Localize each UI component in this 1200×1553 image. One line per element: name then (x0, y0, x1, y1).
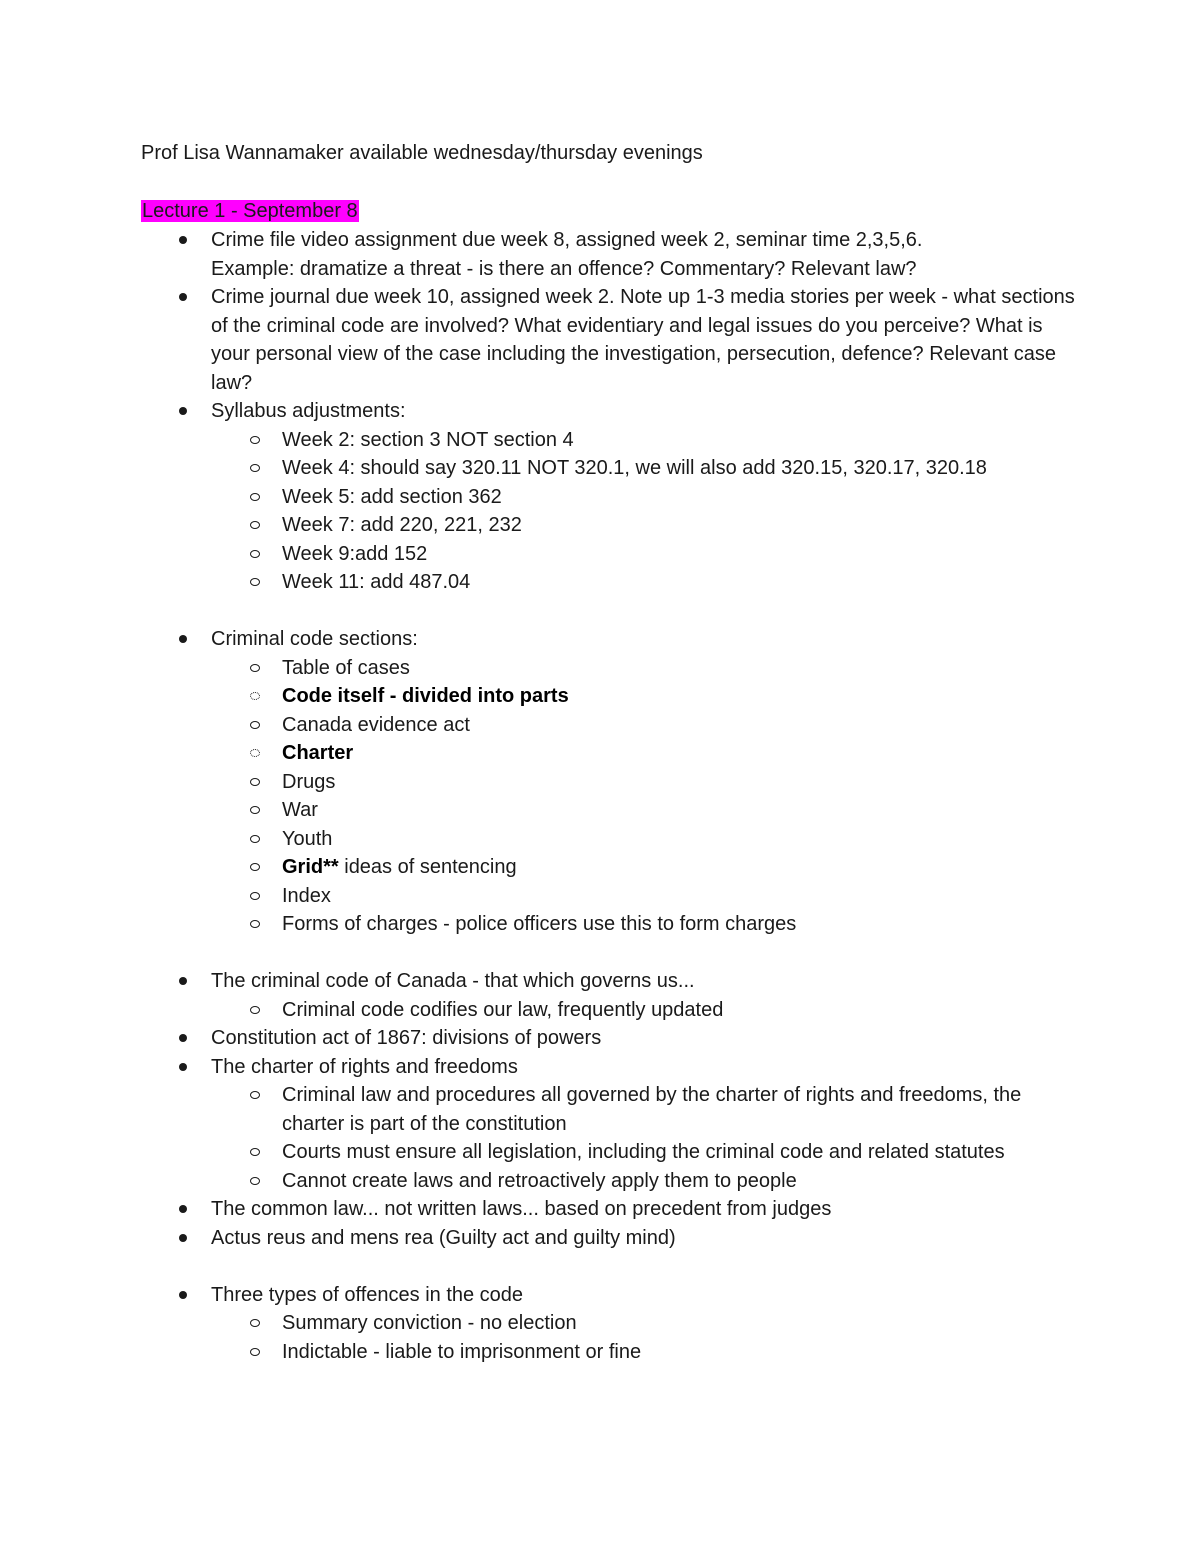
circle-bullet-icon (250, 1177, 260, 1185)
sub-item (211, 568, 1081, 597)
sub-item-text: Week 11: add 487.04 (282, 571, 471, 593)
sub-item-text: Criminal code codifies our law, frequently updated (282, 998, 724, 1021)
sub-item (211, 426, 1081, 455)
circle-bullet-icon (250, 863, 260, 871)
bullet-icon (179, 1205, 187, 1213)
circle-bullet-icon (250, 721, 260, 729)
intro-line: Prof Lisa Wannamaker available wednesday/thursday evenings (141, 142, 703, 164)
spacer (141, 597, 1081, 626)
sub-item-text: Cannot create laws and retroactively apply them to people (282, 1169, 797, 1192)
sub-item (211, 796, 1081, 825)
sub-item-text: Indictable - liable to imprisonment or fine (282, 1340, 642, 1363)
sub-item (211, 654, 1081, 683)
circle-bullet-icon (250, 521, 260, 529)
circle-bullet-icon (250, 778, 260, 786)
list-item-syllabus (141, 397, 1081, 426)
sub-item (211, 483, 1081, 512)
bullet-icon (179, 1234, 187, 1242)
circle-bullet-icon (250, 1091, 260, 1099)
syllabus-sublist (141, 426, 1081, 597)
list-item-code-sections (141, 625, 1081, 654)
list-item-crime-journal (141, 283, 1081, 397)
list-item-charter-rights (141, 1053, 1081, 1082)
sub-item (211, 1081, 1081, 1138)
sub-item (211, 1167, 1081, 1196)
dotted-circle-bullet-icon (250, 749, 260, 757)
sub-item (211, 711, 1081, 740)
sub-item-text: Week 7: add 220, 221, 232 (282, 514, 522, 536)
sub-item-text: Week 4: should say 320.11 NOT 320.1, we will also add 320.15, 320.17, 320.18 (282, 457, 987, 479)
bullet-icon (179, 1034, 187, 1042)
sub-item (211, 1338, 1081, 1367)
sub-item (211, 1309, 1081, 1338)
circle-bullet-icon (250, 578, 260, 586)
common-law-text: The common law... not written laws... based on precedent from judges (211, 1198, 832, 1220)
bullet-icon (179, 236, 187, 244)
charter-rights-label: The charter of rights and freedoms (211, 1055, 518, 1078)
crime-journal-text: Crime journal due week 10, assigned week 2. Note up 1-3 media stories per week - what sections of the criminal code are involved? What evidentiary and legal issues do you perceive? What is your personal view of the case including the investigation, persecution, defence? Relevant case law? (211, 286, 1075, 394)
list-item-crime-file (141, 226, 1081, 283)
list-item-common-law (141, 1195, 1081, 1224)
charter-rights-sublist (141, 1081, 1081, 1195)
circle-bullet-icon (250, 1006, 260, 1014)
list-item-actus-reus (141, 1224, 1081, 1253)
sub-item-text: Week 9:add 152 (282, 542, 428, 565)
law-list-continued (141, 1024, 1081, 1081)
circle-bullet-icon (250, 1148, 260, 1156)
sub-item-text: Courts must ensure all legislation, including the criminal code and related statutes (282, 1141, 1005, 1163)
dotted-circle-bullet-icon (250, 692, 260, 700)
bullet-icon (179, 635, 187, 643)
sub-item (211, 768, 1081, 797)
sub-item-text: Canada evidence act (282, 713, 470, 736)
offences-list (141, 1281, 1081, 1310)
bullet-icon (179, 293, 187, 301)
code-sections-sublist (141, 654, 1081, 939)
sub-item-text: Drugs (282, 770, 336, 793)
spacer (141, 939, 1081, 968)
bullet-icon (179, 1291, 187, 1299)
sub-item-text: Youth (282, 827, 333, 850)
sub-item (211, 739, 1081, 768)
code-sections-label: Criminal code sections: (211, 628, 418, 650)
grid-bold-text: Grid** (282, 856, 339, 878)
sub-item-text: Forms of charges - police officers use this to form charges (282, 913, 797, 935)
sub-item (211, 882, 1081, 911)
sub-item (211, 454, 1081, 483)
actus-reus-text: Actus reus and mens rea (Guilty act and guilty mind) (211, 1226, 676, 1249)
offences-label: Three types of offences in the code (211, 1283, 524, 1306)
circle-bullet-icon (250, 920, 260, 928)
circle-bullet-icon (250, 464, 260, 472)
sub-item (211, 996, 1081, 1025)
offences-sublist (141, 1309, 1081, 1366)
criminal-code-label: The criminal code of Canada - that which governs us... (211, 970, 695, 992)
sub-item (211, 910, 1081, 939)
sub-item-text: War (282, 799, 318, 821)
crime-file-line2: Example: dramatize a threat - is there an offence? Commentary? Relevant law? (211, 257, 917, 280)
circle-bullet-icon (250, 835, 260, 843)
sub-item-text: Week 5: add section 362 (282, 485, 502, 508)
document-page (141, 139, 1081, 1366)
list-item-offences (141, 1281, 1081, 1310)
circle-bullet-icon (250, 1348, 260, 1356)
spacer (141, 168, 1081, 197)
list-item-constitution (141, 1024, 1081, 1053)
lecture-heading-text: Lecture 1 - September 8 (142, 200, 358, 222)
constitution-text: Constitution act of 1867: divisions of powers (211, 1027, 602, 1049)
sub-item (211, 825, 1081, 854)
sub-item-text: Index (282, 884, 331, 907)
sub-item (211, 1138, 1081, 1167)
sub-item-text: Summary conviction - no election (282, 1312, 577, 1334)
sub-item (211, 511, 1081, 540)
circle-bullet-icon (250, 550, 260, 558)
circle-bullet-icon (250, 436, 260, 444)
sub-item-text: Week 2: section 3 NOT section 4 (282, 428, 574, 451)
bullet-icon (179, 407, 187, 415)
grid-rest-text: ideas of sentencing (338, 856, 517, 878)
code-list (141, 625, 1081, 654)
sub-item-text-bold: Code itself - divided into parts (282, 685, 569, 707)
sub-item-text: Criminal law and procedures all governed by the charter of rights and freedoms, the charter is part of the constitution (282, 1084, 1022, 1135)
syllabus-label: Syllabus adjustments: (211, 400, 406, 422)
sub-item (211, 853, 1081, 882)
main-list (141, 226, 1081, 426)
spacer (141, 1252, 1081, 1281)
sub-item (211, 682, 1081, 711)
circle-bullet-icon (250, 892, 260, 900)
circle-bullet-icon (250, 493, 260, 501)
circle-bullet-icon (250, 664, 260, 672)
circle-bullet-icon (250, 806, 260, 814)
law-list (141, 967, 1081, 996)
sub-item-text-bold: Charter (282, 742, 354, 764)
list-item-criminal-code (141, 967, 1081, 996)
lecture-heading (141, 197, 1081, 226)
criminal-code-sublist (141, 996, 1081, 1025)
bullet-icon (179, 1063, 187, 1071)
circle-bullet-icon (250, 1319, 260, 1327)
law-list-final (141, 1195, 1081, 1252)
sub-item-text: Table of cases (282, 656, 410, 679)
crime-file-line1: Crime file video assignment due week 8, assigned week 2, seminar time 2,3,5,6. (211, 229, 923, 251)
sub-item (211, 540, 1081, 569)
bullet-icon (179, 977, 187, 985)
